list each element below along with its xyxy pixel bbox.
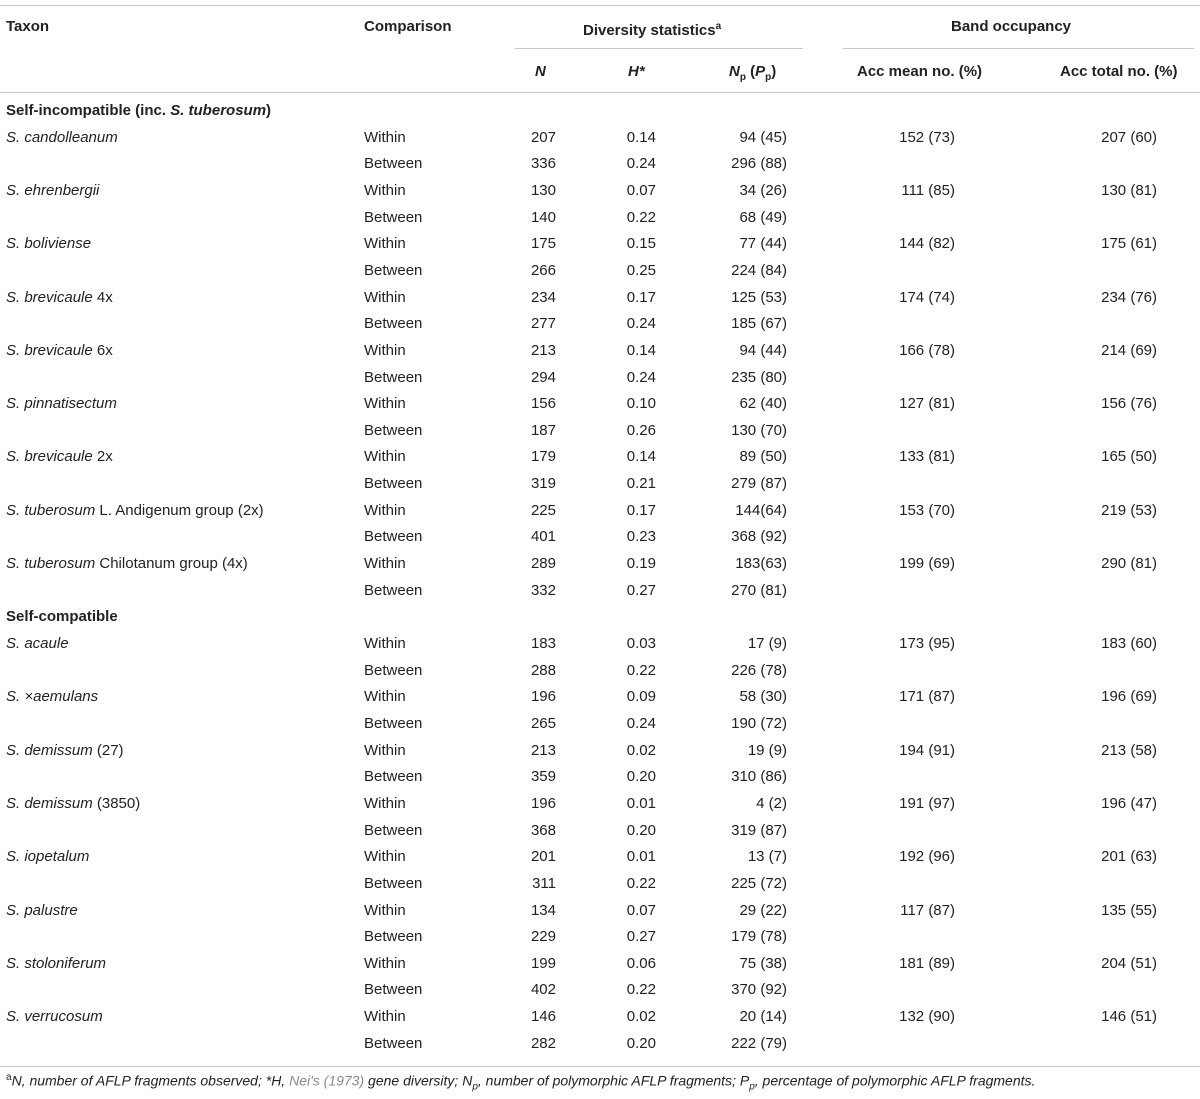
comparison-cell: Between [364, 581, 423, 599]
comparison-cell: Within [364, 741, 406, 759]
np-cell: 270 (81) [731, 581, 787, 599]
n-cell: 294 [530, 368, 556, 386]
comparison-cell: Between [364, 821, 423, 839]
n-cell: 201 [530, 848, 556, 866]
np-cell: 13 (7) [747, 848, 787, 866]
n-cell: 187 [530, 421, 556, 439]
acc-total-cell: 219 (53) [1101, 501, 1157, 519]
table-row [0, 285, 1200, 311]
acc-mean-cell: 192 (96) [899, 848, 955, 866]
comparison-cell: Between [364, 315, 423, 333]
h-cell: 0.19 [626, 555, 656, 573]
h-cell: 0.20 [626, 1034, 656, 1052]
acc-mean-cell: 199 (69) [899, 555, 955, 573]
acc-total-cell: 165 (50) [1101, 448, 1157, 466]
h-cell: 0.10 [626, 395, 656, 413]
np-cell: 34 (26) [739, 181, 787, 199]
n-cell: 336 [530, 155, 556, 173]
taxon-name [6, 178, 99, 204]
taxon-name [6, 498, 264, 524]
h-cell: 0.26 [626, 421, 656, 439]
acc-total-cell: 130 (81) [1101, 181, 1157, 199]
acc-mean-cell: 174 (74) [899, 288, 955, 306]
taxon-name [6, 631, 69, 657]
taxon-name [6, 684, 98, 710]
table-row [0, 898, 1200, 924]
comparison-cell: Within [364, 128, 406, 146]
acc-mean-cell: 133 (81) [899, 448, 955, 466]
h-cell: 0.14 [626, 448, 656, 466]
table-row [0, 125, 1200, 151]
table-row [0, 658, 1200, 684]
h-cell: 0.20 [626, 821, 656, 839]
n-cell: 225 [530, 501, 556, 519]
comparison-cell: Between [364, 208, 423, 226]
header-h: H* [628, 63, 645, 80]
taxon-suffix: 4x [92, 288, 113, 306]
comparison-cell: Within [364, 954, 406, 972]
table-footnote: $^a$N, number of AFLP fragments observed; *H, Nei's (1973) gene diversity; $N_p$, number of polymorphic AFLP fragments; $P_p$, percentage of polymorphic AFLP fragments. [6, 1072, 1036, 1093]
section-title-italic: S. tuberosum [170, 102, 267, 119]
table-row [0, 551, 1200, 577]
taxon-suffix: Chilotanum group (4x) [95, 555, 248, 573]
comparison-cell: Between [364, 368, 423, 386]
n-cell: 156 [530, 395, 556, 413]
taxon-suffix: L. Andigenum group (2x) [95, 501, 264, 519]
header-taxon: Taxon [6, 18, 50, 35]
h-cell: 0.25 [626, 261, 656, 279]
header-bottom-rule [0, 92, 1200, 93]
h-cell: 0.06 [626, 954, 656, 972]
np-cell: 225 (72) [731, 874, 787, 892]
taxon-italic: S. demissum [6, 794, 93, 812]
taxon-italic: S. verrucosum [6, 1008, 103, 1026]
acc-total-cell: 204 (51) [1101, 954, 1157, 972]
taxon-suffix: (3850) [92, 794, 141, 812]
acc-total-cell: 207 (60) [1101, 128, 1157, 146]
table-row [0, 764, 1200, 790]
np-cell: 144(64) [735, 501, 787, 519]
np-cell: 4 (2) [756, 794, 787, 812]
taxon-name [6, 338, 113, 364]
n-cell: 229 [530, 928, 556, 946]
table-row [0, 684, 1200, 710]
table-row [0, 924, 1200, 950]
header-np-pp: $N_p$ $(P_p)$ [729, 63, 777, 83]
section-title: Self-compatible [6, 608, 118, 626]
n-cell: 359 [530, 768, 556, 786]
np-cell: 224 (84) [731, 261, 787, 279]
np-cell: 77 (44) [739, 235, 787, 253]
np-cell: 17 (9) [747, 635, 787, 652]
table-row [0, 311, 1200, 337]
comparison-cell: Between [364, 1034, 423, 1052]
n-cell: 266 [530, 261, 556, 279]
h-cell: 0.03 [626, 635, 656, 652]
np-cell: 58 (30) [739, 688, 787, 706]
comparison-cell: Within [364, 395, 406, 413]
acc-total-cell: 135 (55) [1101, 901, 1157, 919]
h-cell: 0.01 [626, 794, 656, 812]
acc-total-cell: 175 (61) [1101, 235, 1157, 253]
header-n: N [535, 63, 546, 80]
acc-total-cell: 156 (76) [1101, 395, 1157, 413]
acc-total-cell: 213 (58) [1101, 741, 1157, 759]
h-cell: 0.24 [626, 155, 656, 173]
table-row [0, 738, 1200, 764]
taxon-suffix: (27) [92, 741, 124, 759]
h-cell: 0.17 [626, 501, 656, 519]
table-row [0, 844, 1200, 870]
comparison-cell: Within [364, 901, 406, 919]
comparison-cell: Between [364, 421, 423, 439]
h-cell: 0.22 [626, 874, 656, 892]
taxon-italic: S. brevicaule [6, 341, 93, 359]
h-cell: 0.15 [626, 235, 656, 253]
n-cell: 213 [530, 341, 556, 359]
comparison-cell: Between [364, 768, 423, 786]
n-cell: 183 [530, 635, 556, 652]
h-cell: 0.01 [626, 848, 656, 866]
taxon-suffix: 6x [92, 341, 113, 359]
acc-mean-cell: 181 (89) [899, 954, 955, 972]
comparison-cell: Within [364, 848, 406, 866]
taxon-italic: S. tuberosum [6, 555, 96, 573]
h-cell: 0.22 [626, 661, 656, 679]
h-cell: 0.22 [626, 208, 656, 226]
np-cell: 235 (80) [731, 368, 787, 386]
acc-mean-cell: 111 (85) [901, 181, 955, 199]
acc-total-cell: 196 (47) [1101, 794, 1157, 812]
taxon-italic: S. brevicaule [6, 288, 93, 306]
n-cell: 196 [530, 794, 556, 812]
np-cell: 89 (50) [739, 448, 787, 466]
taxon-name [6, 844, 89, 870]
table-row [0, 951, 1200, 977]
np-cell: 222 (79) [731, 1034, 787, 1052]
acc-mean-cell: 171 (87) [899, 688, 955, 706]
n-cell: 196 [530, 688, 556, 706]
np-cell: 368 (92) [731, 528, 787, 546]
taxon-name [6, 285, 113, 311]
acc-total-cell: 290 (81) [1101, 555, 1157, 573]
table-row [0, 791, 1200, 817]
np-cell: 20 (14) [739, 1008, 787, 1026]
section-heading [6, 102, 271, 119]
n-cell: 402 [530, 981, 556, 999]
acc-total-cell: 234 (76) [1101, 288, 1157, 306]
table-row [0, 631, 1200, 657]
taxon-name [6, 898, 78, 924]
h-cell: 0.24 [626, 368, 656, 386]
taxon-name [6, 1004, 103, 1030]
h-cell: 0.02 [626, 741, 656, 759]
n-cell: 234 [530, 288, 556, 306]
np-cell: 190 (72) [731, 714, 787, 732]
comparison-cell: Within [364, 235, 406, 253]
n-cell: 311 [532, 874, 556, 892]
np-cell: 183(63) [735, 555, 787, 573]
table-top-rule [0, 5, 1200, 6]
np-cell: 185 (67) [731, 315, 787, 333]
comparison-cell: Within [364, 448, 406, 466]
section-title: Self-incompatible (inc. [6, 102, 171, 119]
header-acc-mean: Acc mean no. (%) [857, 63, 983, 80]
taxon-italic: S. demissum [6, 741, 93, 759]
table-row [0, 391, 1200, 417]
table-row [0, 338, 1200, 364]
np-cell: 94 (44) [739, 341, 787, 359]
taxon-name [6, 791, 140, 817]
acc-total-cell: 146 (51) [1101, 1008, 1157, 1026]
n-cell: 332 [530, 581, 556, 599]
diversity-underline [515, 48, 803, 49]
comparison-cell: Between [364, 155, 423, 173]
h-cell: 0.20 [626, 768, 656, 786]
n-cell: 140 [530, 208, 556, 226]
comparison-cell: Within [364, 688, 406, 706]
acc-mean-cell: 173 (95) [899, 635, 955, 652]
table-row [0, 205, 1200, 231]
comparison-cell: Within [364, 555, 406, 573]
acc-total-cell: 214 (69) [1101, 341, 1157, 359]
section-heading [6, 608, 118, 625]
np-cell: 19 (9) [747, 741, 787, 759]
table-row [0, 498, 1200, 524]
table-row [0, 578, 1200, 604]
acc-mean-cell: 194 (91) [899, 741, 955, 759]
h-cell: 0.21 [626, 475, 656, 493]
n-cell: 207 [530, 128, 556, 146]
taxon-italic: S. pinnatisectum [6, 395, 117, 413]
comparison-cell: Within [364, 635, 406, 652]
taxon-name [6, 738, 124, 764]
np-cell: 62 (40) [739, 395, 787, 413]
acc-mean-cell: 127 (81) [899, 395, 955, 413]
taxon-name [6, 125, 118, 151]
header-diversity: Diversity statistics$^a$ [583, 21, 722, 39]
taxon-name [6, 231, 91, 257]
n-cell: 179 [530, 448, 556, 466]
acc-mean-cell: 191 (97) [899, 794, 955, 812]
acc-mean-cell: 132 (90) [899, 1008, 955, 1026]
table-row [0, 711, 1200, 737]
comparison-cell: Within [364, 288, 406, 306]
np-cell: 125 (53) [731, 288, 787, 306]
table-row [0, 231, 1200, 257]
np-cell: 310 (86) [731, 768, 787, 786]
n-cell: 146 [530, 1008, 556, 1026]
comparison-cell: Between [364, 874, 423, 892]
table-row [0, 444, 1200, 470]
taxon-italic: S. brevicaule [6, 448, 93, 466]
taxon-italic: S. acaule [6, 635, 69, 652]
n-cell: 175 [530, 235, 556, 253]
taxon-italic: S. ehrenbergii [6, 181, 100, 199]
table-row [0, 818, 1200, 844]
h-cell: 0.07 [626, 901, 656, 919]
table-row [0, 151, 1200, 177]
comparison-cell: Between [364, 714, 423, 732]
table-row [0, 524, 1200, 550]
h-cell: 0.27 [626, 928, 656, 946]
np-cell: 68 (49) [739, 208, 787, 226]
n-cell: 282 [530, 1034, 556, 1052]
taxon-italic: S. ×aemulans [6, 688, 99, 706]
taxon-italic: S. boliviense [6, 235, 92, 253]
comparison-cell: Between [364, 261, 423, 279]
taxon-italic: S. palustre [6, 901, 78, 919]
table-row [0, 1004, 1200, 1030]
h-cell: 0.07 [626, 181, 656, 199]
np-cell: 130 (70) [731, 421, 787, 439]
taxon-name [6, 444, 113, 470]
n-cell: 277 [530, 315, 556, 333]
band-underline [843, 48, 1194, 49]
n-cell: 401 [530, 528, 556, 546]
h-cell: 0.14 [626, 128, 656, 146]
comparison-cell: Between [364, 928, 423, 946]
comparison-cell: Between [364, 528, 423, 546]
table-row [0, 178, 1200, 204]
comparison-cell: Between [364, 981, 423, 999]
n-cell: 130 [530, 181, 556, 199]
comparison-cell: Within [364, 794, 406, 812]
n-cell: 134 [530, 901, 556, 919]
acc-total-cell: 201 (63) [1101, 848, 1157, 866]
taxon-italic: S. candolleanum [6, 128, 118, 146]
table-row [0, 871, 1200, 897]
h-cell: 0.17 [626, 288, 656, 306]
header-band-occupancy: Band occupancy [951, 18, 1072, 35]
comparison-cell: Within [364, 501, 406, 519]
n-cell: 288 [530, 661, 556, 679]
h-cell: 0.14 [626, 341, 656, 359]
comparison-cell: Within [364, 1008, 406, 1026]
comparison-cell: Between [364, 475, 423, 493]
np-cell: 75 (38) [739, 954, 787, 972]
h-cell: 0.24 [626, 315, 656, 333]
taxon-italic: S. iopetalum [6, 848, 90, 866]
table-row [0, 471, 1200, 497]
section-title-end: ) [266, 102, 272, 119]
n-cell: 289 [530, 555, 556, 573]
np-cell: 179 (78) [731, 928, 787, 946]
comparison-cell: Within [364, 341, 406, 359]
np-cell: 279 (87) [731, 475, 787, 493]
np-cell: 370 (92) [731, 981, 787, 999]
np-cell: 319 (87) [731, 821, 787, 839]
h-cell: 0.24 [626, 714, 656, 732]
header-comparison: Comparison [364, 18, 452, 35]
n-cell: 199 [530, 954, 556, 972]
np-cell: 226 (78) [731, 661, 787, 679]
n-cell: 213 [530, 741, 556, 759]
taxon-name [6, 951, 106, 977]
table-row [0, 977, 1200, 1003]
acc-total-cell: 196 (69) [1101, 688, 1157, 706]
h-cell: 0.09 [626, 688, 656, 706]
taxon-name [6, 551, 248, 577]
acc-mean-cell: 117 (87) [900, 901, 955, 919]
table-row [0, 258, 1200, 284]
acc-total-cell: 183 (60) [1101, 635, 1157, 652]
acc-mean-cell: 152 (73) [899, 128, 955, 146]
acc-mean-cell: 144 (82) [899, 235, 955, 253]
taxon-name [6, 391, 117, 417]
table-bottom-rule [0, 1066, 1200, 1067]
h-cell: 0.27 [626, 581, 656, 599]
citation-link[interactable]: Nei's (1973) [289, 1072, 365, 1089]
np-cell: 29 (22) [739, 901, 787, 919]
comparison-cell: Within [364, 181, 406, 199]
taxon-italic: S. tuberosum [6, 501, 96, 519]
np-cell: 296 (88) [731, 155, 787, 173]
acc-mean-cell: 166 (78) [899, 341, 955, 359]
np-cell: 94 (45) [739, 128, 787, 146]
taxon-suffix: 2x [92, 448, 113, 466]
table-row [0, 1031, 1200, 1057]
comparison-cell: Between [364, 661, 423, 679]
h-cell: 0.02 [626, 1008, 656, 1026]
h-cell: 0.22 [626, 981, 656, 999]
header-acc-total: Acc total no. (%) [1060, 63, 1178, 80]
table-row [0, 365, 1200, 391]
n-cell: 319 [530, 475, 556, 493]
n-cell: 265 [530, 714, 556, 732]
acc-mean-cell: 153 (70) [899, 501, 955, 519]
n-cell: 368 [530, 821, 556, 839]
h-cell: 0.23 [626, 528, 656, 546]
taxon-italic: S. stoloniferum [6, 954, 107, 972]
table-row [0, 418, 1200, 444]
